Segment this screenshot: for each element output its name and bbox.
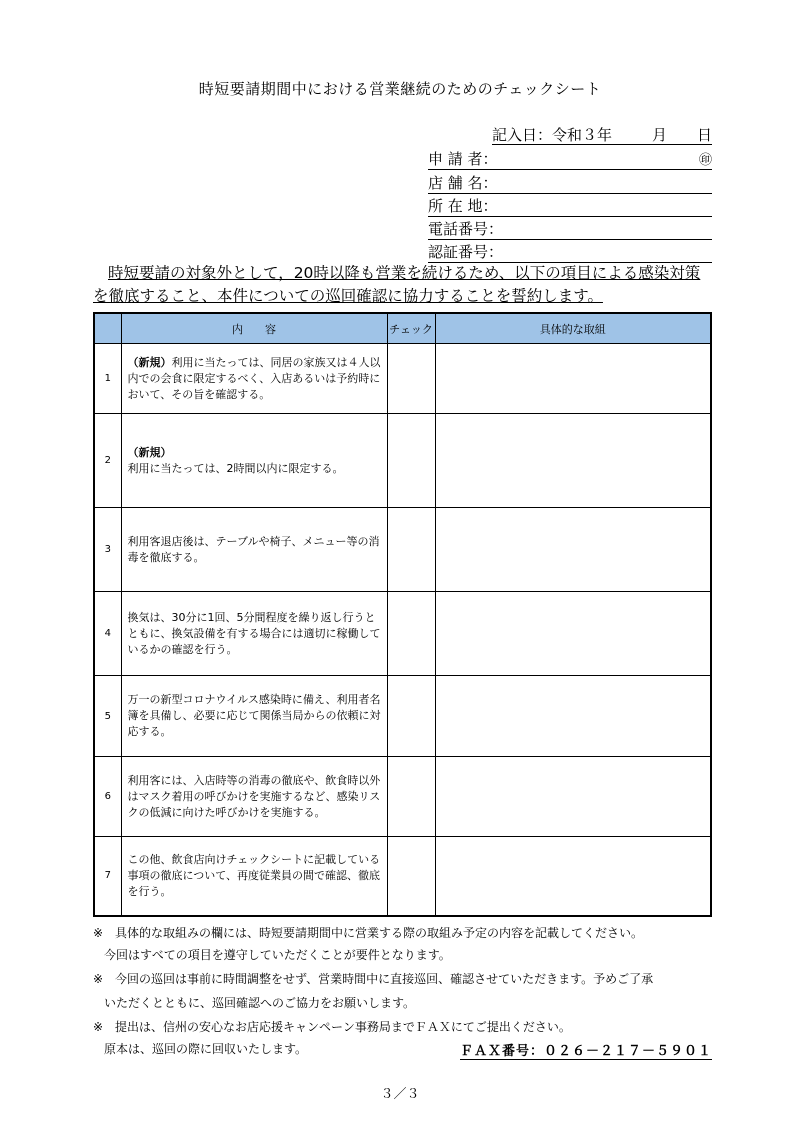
table-row (94, 592, 711, 676)
note-1a: ※ 具体的な取組みの欄には、時短要請期間中に営業する際の取組み予定の内容を記載してください。 (93, 926, 644, 940)
note-2b: いただくとともに、巡回確認へのご協力をお願いします。 (104, 996, 416, 1010)
effort-cell[interactable] (435, 508, 711, 592)
applicant-label: 申 請 者： (428, 150, 498, 168)
pledge-line-2: を徹底すること、本件についての巡回確認に協力することを誓約します。 (93, 287, 603, 305)
row-number: 2 (94, 414, 121, 508)
address-label: 所 在 地： (428, 197, 498, 215)
table-row (94, 344, 711, 414)
check-cell[interactable] (387, 757, 435, 837)
page-number: ３／３ (380, 1087, 420, 1102)
row-text: 利用に当たっては、同居の家族又は４人以内での会食に限定するべく、入店あるいは予約時において、その旨を確認する。 (127, 355, 381, 401)
effort-cell[interactable] (435, 757, 711, 837)
effort-cell[interactable] (435, 837, 711, 916)
row-text: この他、飲食店向けチェックシートに記載している事項の徹底について、再度従業員の間で確認、徹底を行う。 (127, 852, 381, 898)
phone-label: 電話番号： (428, 220, 504, 238)
store-name-label: 店 舗 名： (428, 174, 498, 192)
entry-date-label: 記入日：令和３年 (492, 126, 613, 144)
entry-date-line (492, 124, 712, 145)
pledge-statement (93, 262, 715, 308)
check-cell[interactable] (387, 837, 435, 916)
store-name-field[interactable] (428, 172, 712, 194)
table-header-row (94, 313, 711, 344)
row-tag: （新規） (127, 355, 172, 369)
row-number: 5 (94, 676, 121, 757)
address-field[interactable] (428, 195, 712, 217)
header-content: 内 容 (121, 313, 387, 344)
pledge-line-1: 時短要請の対象外として，20時以降も営業を続けるため、以下の項目による感染対策 (108, 264, 701, 282)
table-row (94, 757, 711, 837)
row-number: 6 (94, 757, 121, 837)
row-content (121, 837, 387, 916)
applicant-field[interactable] (428, 148, 712, 170)
effort-cell[interactable] (435, 676, 711, 757)
row-content (121, 414, 387, 508)
note-1b: 今回はすべての項目を遵守していただくことが要件となります。 (104, 948, 451, 962)
check-cell[interactable] (387, 676, 435, 757)
row-text: 利用客には、入店時等の消毒の徹底や、飲食時以外はマスク着用の呼びかけを実施するなど、感染リスクの低減に向けた呼びかけを実施する。 (127, 773, 381, 819)
row-content (121, 592, 387, 676)
effort-cell[interactable] (435, 344, 711, 414)
row-text: 換気は、30分に1回、5分間程度を繰り返し行うとともに、換気設備を有する場合には適切に稼働しているかの確認を行う。 (127, 610, 381, 656)
table-row (94, 414, 711, 508)
seal-mark: ㊞ (698, 153, 712, 168)
phone-field[interactable] (428, 218, 712, 240)
note-3a: ※ 提出は、信州の安心なお店応援キャンペーン事務局までＦＡＸにてご提出ください。 (93, 1020, 571, 1034)
checklist-table (93, 312, 712, 917)
note-2a: ※ 今回の巡回は事前に時間調整をせず、営業時間中に直接巡回、確認させていただきます。予めご了承 (93, 972, 654, 986)
row-number: 3 (94, 508, 121, 592)
page-title: 時短要請期間中における営業継続のためのチェックシート (198, 80, 602, 98)
effort-cell[interactable] (435, 414, 711, 508)
check-cell[interactable] (387, 592, 435, 676)
row-content (121, 676, 387, 757)
table-row (94, 508, 711, 592)
check-cell[interactable] (387, 344, 435, 414)
table-row (94, 676, 711, 757)
row-number: 1 (94, 344, 121, 414)
header-check: チェック (387, 313, 435, 344)
header-effort: 具体的な取組 (435, 313, 711, 344)
row-text: 利用客退店後は、テーブルや椅子、メニュー等の消毒を徹底する。 (127, 534, 380, 564)
check-cell[interactable] (387, 414, 435, 508)
row-tag: （新規） (127, 445, 172, 459)
entry-date-day: 日 (697, 126, 713, 144)
certification-number-field[interactable] (428, 241, 712, 263)
entry-date-month: 月 (652, 126, 668, 144)
header-number (94, 313, 121, 344)
row-content (121, 344, 387, 414)
row-number: 7 (94, 837, 121, 916)
certification-number-label: 認証番号： (428, 243, 504, 261)
row-text: 利用に当たっては、2時間以内に限定する。 (127, 461, 344, 475)
row-number: 4 (94, 592, 121, 676)
row-text: 万一の新型コロナウイルス感染時に備え、利用者名簿を具備し、必要に応じて関係当局からの依頼に対応する。 (127, 693, 381, 738)
note-3b: 原本は、巡回の際に回収いたします。 (104, 1042, 308, 1056)
check-cell[interactable] (387, 508, 435, 592)
row-content (121, 508, 387, 592)
fax-number: ＦＡＸ番号：０２６－２１７－５９０１ (460, 1040, 712, 1060)
table-row (94, 837, 711, 916)
row-content (121, 757, 387, 837)
effort-cell[interactable] (435, 592, 711, 676)
